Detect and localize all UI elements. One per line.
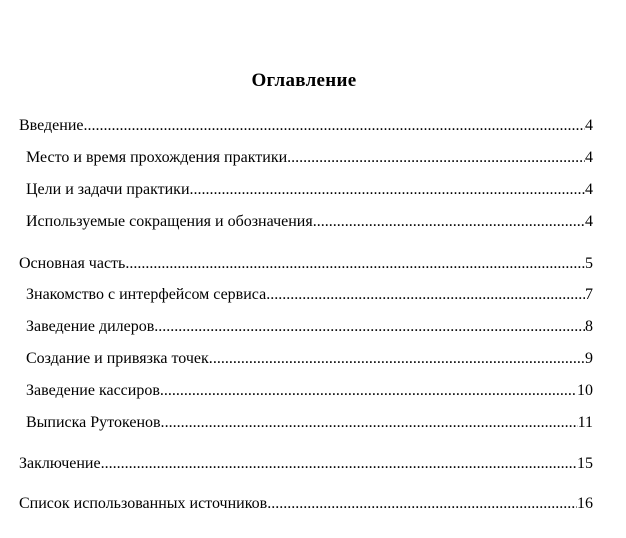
toc-entry-dealers[interactable] — [26, 317, 593, 337]
toc-page-number: 9 — [585, 350, 593, 367]
toc-page-number: 4 — [585, 181, 593, 198]
toc-dot-leader — [158, 317, 585, 337]
toc-page-number: 4 — [585, 149, 593, 166]
toc-page-number: 15 — [577, 455, 593, 472]
toc-dot-leader — [213, 349, 585, 369]
toc-entry-rutokens[interactable] — [26, 413, 593, 433]
toc-entry-points[interactable] — [26, 349, 593, 369]
toc-entry-abbreviations[interactable] — [26, 212, 593, 232]
toc-page-number: 8 — [585, 318, 593, 335]
toc-entry-text: Место и время прохождения практики — [26, 149, 288, 166]
toc-dot-leader — [267, 494, 577, 514]
toc-dot-leader — [125, 254, 585, 274]
toc-entry-cashiers[interactable] — [26, 381, 593, 401]
toc-dot-leader — [313, 212, 585, 232]
toc-page-number: 7 — [585, 286, 593, 303]
toc-entry-text: Введение — [19, 117, 84, 134]
toc-entry-conclusion[interactable] — [19, 454, 593, 474]
toc-entry-text: Цели и задачи практики. — [26, 181, 194, 198]
toc-entry-references[interactable] — [19, 494, 593, 514]
toc-entry-goals[interactable] — [26, 180, 593, 200]
toc-page-number: 16 — [577, 495, 593, 512]
toc-entry-text: Заведение дилеров. — [26, 318, 159, 335]
toc-entry-text: Используемые сокращения и обозначения — [26, 213, 313, 230]
toc-dot-leader — [194, 180, 585, 200]
toc-entry-text: Заключение — [19, 455, 101, 472]
toc-page-number: 4 — [585, 213, 593, 230]
toc-title: Оглавление — [251, 70, 357, 91]
toc-page-number: 10 — [577, 382, 593, 399]
toc-entry-text: Создание и привязка точек. — [26, 350, 213, 367]
toc-entry-text: Список использованных источников — [19, 495, 268, 512]
toc-entry-interface[interactable] — [26, 285, 593, 305]
toc-dot-leader — [164, 381, 577, 401]
toc-entry-text: Основная часть — [19, 255, 126, 272]
toc-page-number: 11 — [577, 414, 593, 431]
toc-entry-text: Знакомство с интерфейсом сервиса. — [26, 286, 271, 303]
toc-entry-place-and-time[interactable] — [26, 148, 593, 168]
toc-page-number: 4 — [585, 117, 593, 134]
toc-entry-text: Заведение кассиров. — [26, 382, 164, 399]
toc-dot-leader — [84, 116, 586, 136]
toc-entry-text: Выписка Рутокенов. — [26, 414, 165, 431]
toc-dot-leader — [270, 285, 585, 305]
toc-dot-leader — [101, 454, 577, 474]
toc-page-number: 5 — [585, 255, 593, 272]
toc-dot-leader — [165, 413, 578, 433]
toc-entry-main-part[interactable] — [19, 254, 593, 274]
toc-entry-introduction[interactable] — [19, 116, 593, 136]
toc-dot-leader — [287, 148, 585, 168]
